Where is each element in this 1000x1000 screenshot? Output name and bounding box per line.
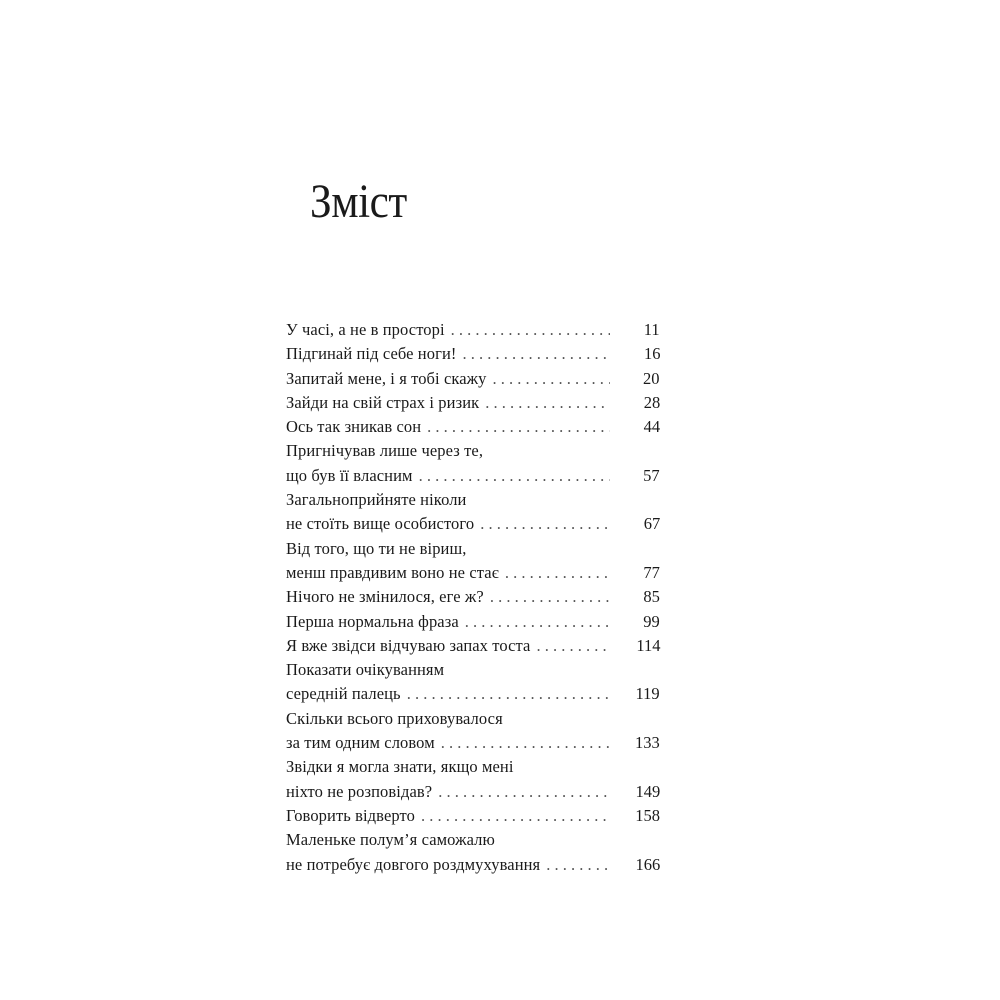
toc-entry-title: У часі, а не в просторі bbox=[286, 320, 445, 339]
dot-leader bbox=[465, 610, 610, 634]
dot-leader bbox=[438, 780, 610, 804]
toc-line bbox=[286, 415, 662, 439]
toc-entry bbox=[286, 828, 662, 877]
toc-entry-title: Від того, що ти не віриш, bbox=[286, 538, 467, 558]
page-number: 158 bbox=[635, 805, 660, 825]
page-number: 119 bbox=[635, 684, 660, 704]
toc-line bbox=[286, 658, 662, 682]
page-number: 16 bbox=[643, 344, 661, 364]
toc-entry-title: Нічого не змінилося, еге ж? bbox=[286, 587, 484, 607]
toc-entry-title: за тим одним словом bbox=[286, 733, 435, 753]
dot-leader bbox=[485, 391, 610, 415]
toc-entry bbox=[286, 488, 662, 537]
toc-line bbox=[286, 367, 662, 391]
table-of-contents bbox=[286, 318, 662, 877]
toc-entry-title: Маленьке полум’я саможалю bbox=[286, 830, 495, 850]
page-number: 99 bbox=[643, 611, 660, 631]
toc-entry bbox=[286, 707, 662, 756]
toc-line bbox=[286, 780, 662, 804]
toc-entry bbox=[286, 804, 662, 828]
toc-entry bbox=[286, 342, 662, 366]
toc-entry-title: не стоїть вище особистого bbox=[286, 514, 475, 534]
toc-entry bbox=[286, 391, 662, 415]
page-number: 11 bbox=[643, 320, 660, 339]
dot-leader bbox=[441, 731, 610, 755]
toc-line bbox=[286, 610, 662, 634]
toc-entry-title: Скільки всього приховувалося bbox=[286, 708, 503, 728]
dot-leader bbox=[493, 367, 610, 391]
page-number: 149 bbox=[635, 781, 661, 801]
page-number: 77 bbox=[643, 562, 660, 582]
toc-line bbox=[286, 464, 662, 488]
dot-leader bbox=[427, 415, 610, 439]
toc-line bbox=[286, 561, 662, 585]
dot-leader bbox=[536, 634, 610, 658]
page-number: 28 bbox=[643, 392, 661, 412]
toc-entry-title: Я вже звідси відчуваю запах тоста bbox=[286, 635, 531, 655]
toc-line bbox=[286, 391, 662, 415]
page-number: 85 bbox=[643, 587, 660, 607]
dot-leader bbox=[505, 561, 610, 585]
toc-entry-title: менш правдивим воно не стає bbox=[286, 562, 499, 582]
toc-entry bbox=[286, 367, 662, 391]
toc-entry-title: що був її власним bbox=[286, 465, 413, 485]
toc-entry bbox=[286, 585, 662, 609]
toc-entry-title: Показати очікуванням bbox=[286, 660, 445, 680]
toc-line bbox=[286, 318, 662, 342]
toc-line bbox=[286, 488, 662, 512]
page-number: 44 bbox=[643, 417, 661, 437]
toc-entry bbox=[286, 415, 662, 439]
toc-line bbox=[286, 731, 662, 755]
toc-entry bbox=[286, 634, 662, 658]
toc-entry-title: середній палець bbox=[286, 684, 401, 704]
toc-entry-title: Звідки я могла знати, якщо мені bbox=[286, 757, 514, 777]
toc-entry-title: не потребує довгого роздмухування bbox=[286, 854, 541, 874]
page-number: 20 bbox=[643, 368, 660, 388]
page-number: 67 bbox=[643, 514, 661, 534]
toc-entry-title: Ось так зникав сон bbox=[286, 417, 422, 437]
toc-entry bbox=[286, 658, 662, 707]
dot-leader bbox=[490, 585, 610, 609]
toc-entry-title: ніхто не розповідав? bbox=[286, 781, 433, 801]
page-number: 166 bbox=[635, 854, 661, 874]
toc-line bbox=[286, 512, 662, 536]
dot-leader bbox=[419, 464, 610, 488]
page-number: 133 bbox=[634, 733, 660, 753]
toc-entry-title: Запитай мене, і я тобі скажу bbox=[286, 368, 487, 388]
toc-entry-title: Перша нормальна фраза bbox=[286, 611, 459, 631]
toc-line bbox=[286, 804, 662, 828]
toc-line bbox=[286, 537, 662, 561]
page-number: 114 bbox=[636, 635, 661, 655]
toc-entry-title: Загальноприйняте ніколи bbox=[286, 490, 467, 510]
toc-entry bbox=[286, 318, 662, 342]
dot-leader bbox=[421, 804, 610, 828]
toc-line bbox=[286, 828, 662, 852]
toc-line bbox=[286, 682, 662, 706]
toc-entry-title: Говорить відверто bbox=[286, 805, 415, 825]
toc-line bbox=[286, 853, 662, 877]
dot-leader bbox=[462, 342, 610, 366]
toc-line bbox=[286, 707, 662, 731]
toc-line bbox=[286, 585, 662, 609]
toc-entry bbox=[286, 537, 662, 586]
dot-leader bbox=[546, 853, 610, 877]
page-title: Зміст bbox=[310, 175, 407, 228]
dot-leader bbox=[480, 512, 610, 536]
toc-line bbox=[286, 342, 662, 366]
dot-leader bbox=[407, 682, 610, 706]
toc-line bbox=[286, 634, 662, 658]
dot-leader bbox=[451, 318, 610, 342]
toc-line bbox=[286, 439, 662, 463]
toc-entry bbox=[286, 439, 662, 488]
toc-entry-title: Пригнічував лише через те, bbox=[286, 441, 484, 461]
toc-entry bbox=[286, 755, 662, 804]
page-number: 57 bbox=[643, 465, 660, 485]
toc-entry-title: Зайди на свій страх і ризик bbox=[286, 392, 480, 412]
toc-line bbox=[286, 755, 662, 779]
toc-entry-title: Підгинай під себе ноги! bbox=[286, 344, 457, 364]
toc-entry bbox=[286, 610, 662, 634]
